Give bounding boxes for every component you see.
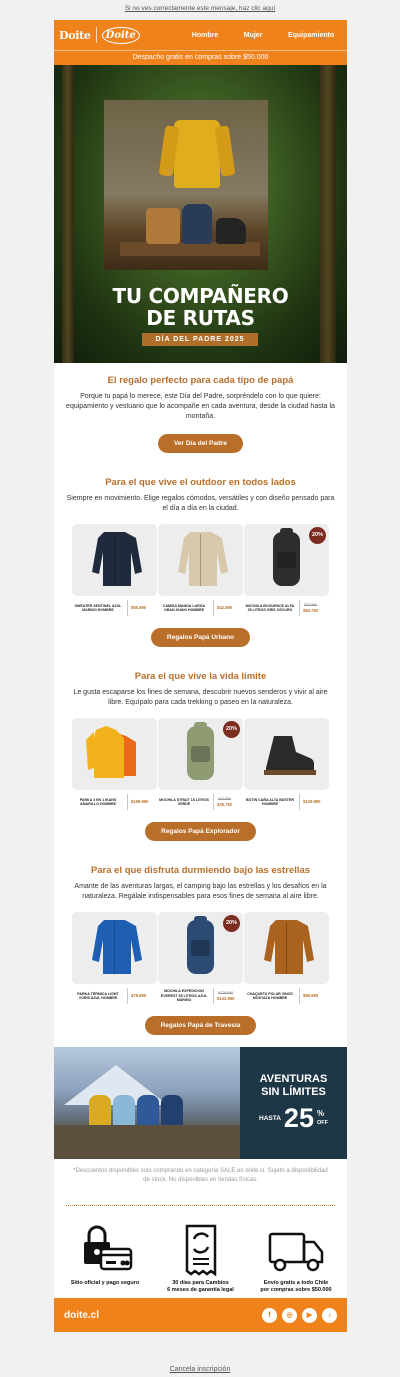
product-price-block [217,990,234,1002]
section-title: Para el que vive el outdoor en todos lados [105,477,296,488]
product-row [66,912,335,1004]
product-card[interactable] [244,524,329,616]
product-price-block [303,799,320,805]
product-price-block [131,799,148,805]
meta-divider [213,600,214,616]
product-image[interactable] [244,524,329,596]
product-price: $35.792 [217,802,233,807]
product-card[interactable] [244,912,329,1004]
nav-equipamiento[interactable]: Equipamiento [287,31,335,39]
product-image[interactable] [158,912,243,984]
product-card[interactable] [72,912,157,1004]
hero-product-photo [104,100,268,270]
product-name[interactable]: PARKA TÉRMICA LIGHT VORIS AZUL HOMBRE [77,991,119,1000]
product-meta [244,600,329,616]
product-price-block [303,993,318,999]
social-links [262,1308,337,1323]
logo-divider [96,27,97,43]
promo-banner[interactable] [54,1047,347,1159]
boot-image [216,218,246,244]
product-image[interactable] [244,912,329,984]
product-image[interactable] [158,524,243,596]
product-image[interactable] [72,718,157,790]
meta-divider [127,988,128,1004]
product-meta [244,988,329,1004]
product-old-price: $44.990 [218,797,232,801]
promo-percent-symbol: % OFF [316,1108,328,1126]
intro-title: El regalo perfecto para cada tipo de papá [107,375,294,386]
hiker [89,1095,111,1129]
intro-text: Porque tu papá lo merece, este Día del Padre, sorpréndelo con lo que quiere: equipamiento y vestuario que lo acompañe en cada aventura, desde la ciudad hasta la montaña. [66,393,335,420]
features-row [54,1222,347,1294]
meta-divider [299,794,300,810]
hero-title: TU COMPAÑERO DE RUTAS [112,284,289,330]
meta-divider [213,988,214,1004]
meta-divider [127,600,128,616]
promo-discount [240,1103,347,1133]
product-name[interactable]: MOCHILA EXPEDICION EVEREST 65 LITROS AZUL MARINO [160,989,208,1003]
gift-section [54,477,347,647]
product-price-block [131,993,146,999]
product-name[interactable]: BOTIN CAÑA ALTA BUSTER HOMBRE [246,797,294,806]
product-image[interactable] [72,524,157,596]
email-container [54,20,347,1332]
promo-text-panel [240,1047,347,1159]
product-price: $79.990 [131,993,147,998]
feature-returns [156,1222,246,1294]
product-row [66,524,335,616]
rock-ledge [54,1125,240,1159]
disclaimer-text: *Descuentos disponibles solo comprando en categoría SALE en doite.cl. Sujeto a disponibilidad de stock. No disponibles en tiendas físicas. [73,1168,328,1183]
product-card[interactable] [72,718,157,810]
product-card[interactable] [72,524,157,616]
doite-secondary-logo[interactable]: Doite [102,27,140,44]
product-price: $143.990 [217,996,235,1001]
meta-divider [299,600,300,616]
product-meta [244,794,329,810]
intro-section [54,375,347,453]
product-price: $129.990 [303,799,321,804]
product-card[interactable] [244,718,329,810]
product-price: $55.990 [131,605,147,610]
product-card[interactable] [158,718,243,810]
product-price: $60.792 [303,608,319,613]
meta-divider [213,794,214,810]
youtube-icon[interactable]: ▶ [302,1308,317,1323]
footer-site-link[interactable]: doite.cl [64,1309,100,1321]
promo-photo [54,1047,240,1159]
product-image[interactable] [158,718,243,790]
product-meta [72,988,157,1004]
basket-image [146,208,180,244]
nav-mujer[interactable]: Mujer [243,31,263,39]
gift-section [54,671,347,841]
hero-ribbon: DÍA DEL PADRE 2025 [142,333,258,346]
product-meta [72,600,157,616]
product-name[interactable]: SWEATER SENTINEL AZUL MARINO HOMBRE [74,603,122,612]
product-name[interactable]: MOCHILA STRAIT 18 LITROS VERDE [159,797,209,806]
hiker [137,1095,159,1129]
feature-label: 30 días para Cambios 6 meses de garantía legal [167,1280,234,1293]
section-title: Para el que vive la vida límite [134,671,267,682]
feature-label: Envío gratis a todo Chile por compras sobre $50.000 [260,1280,332,1293]
brand-logos[interactable] [59,27,179,44]
wood-plank [120,242,260,256]
product-card[interactable] [158,524,243,616]
main-nav [179,32,347,39]
meta-divider [299,988,300,1004]
product-meta [158,988,243,1004]
ver-dia-del-padre-button[interactable]: Ver Día del Padre [158,434,243,453]
promo-prefix: HASTA [259,1114,281,1122]
discount-badge: 20% [223,915,240,932]
product-price-block [217,605,232,611]
dotted-divider [66,1205,335,1206]
product-row [66,718,335,810]
backpack-image [182,204,212,244]
product-name[interactable]: CAMISA MANGA LARGA OBAN KHAKI HOMBRE [162,603,206,612]
section-text: Le gusta escaparse los fines de semana, descubrir nuevos senderos y vivir al aire libre. Equípalo para cada trekking o paseo en la naturaleza. [73,689,328,706]
product-card[interactable] [158,912,243,1004]
receipt-return-icon [156,1222,246,1278]
section-cta-button[interactable]: Regalos Papá Urbano [151,628,250,647]
feature-label: Sitio oficial y pago seguro [70,1280,140,1286]
unsubscribe-link[interactable]: Cancela inscripción [169,1366,231,1373]
hiker [161,1095,183,1129]
meta-divider [127,794,128,810]
promo-percent: 25 [283,1103,314,1133]
hiker [113,1095,135,1129]
doite-logo[interactable]: Doite [59,28,91,42]
product-meta [158,794,243,810]
section-cta-button[interactable]: Regalos Papá de Travesía [145,1016,257,1035]
section-cta-button[interactable]: Regalos Papá Explorador [145,822,256,841]
shipping-banner: Despacho gratis en compras sobre $50.000 [54,50,347,65]
feature-secure-payment [60,1222,150,1294]
product-old-price: $75.990 [304,603,318,607]
footer-bar [54,1298,347,1332]
product-price: $199.990 [131,799,149,804]
product-name[interactable]: MOCHILA BOGUENCE ALFA 35 LITROS GRIS OSCURO [245,603,295,612]
product-price-block [217,796,232,808]
hikers-group [89,1095,183,1129]
tiktok-icon[interactable]: ♪ [322,1308,337,1323]
nav-hombre[interactable]: Hombre [191,31,219,39]
promo-title: AVENTURAS SIN LÍMITES [259,1073,328,1098]
view-in-browser-link[interactable]: Si no ves correctamente este mensaje, haz clic aquí [124,5,276,12]
section-text: Amante de las aventuras largas, el camping bajo las estrellas y los desafíos en la naturaleza. Regálale indispensables para esos fines de semana al aire libre. [74,883,327,900]
lock-card-icon [60,1222,150,1278]
product-image[interactable] [244,718,329,790]
product-meta [158,600,243,616]
facebook-icon[interactable]: f [262,1308,277,1323]
product-name[interactable]: CHAQUETA POLAR VINCE MOSTAZA HOMBRE [247,991,293,1000]
product-meta [72,794,157,810]
section-text: Siempre en movimiento. Elige regalos cómodos, versátiles y con diseño pensado para el día a día en la ciudad. [66,495,335,512]
product-price: $42.990 [217,605,233,610]
instagram-icon[interactable]: ◎ [282,1308,297,1323]
product-name[interactable]: PARKA 3 EN 1 IKANS AMARILLO HOMBRE [79,797,117,806]
discount-badge: 20% [309,527,326,544]
truck-icon [251,1222,341,1278]
gift-section [54,865,347,1035]
section-title: Para el que disfruta durmiendo bajo las estrellas [90,865,311,876]
discount-badge: 20% [223,721,240,738]
product-image[interactable] [72,912,157,984]
product-price: $69.990 [303,993,319,998]
hero-banner[interactable] [54,65,347,363]
header-bar [54,20,347,50]
product-price-block [131,605,146,611]
product-price-block [303,602,318,614]
product-old-price: $179.990 [218,991,234,995]
yellow-jacket-image [174,120,220,188]
feature-free-shipping [251,1222,341,1294]
